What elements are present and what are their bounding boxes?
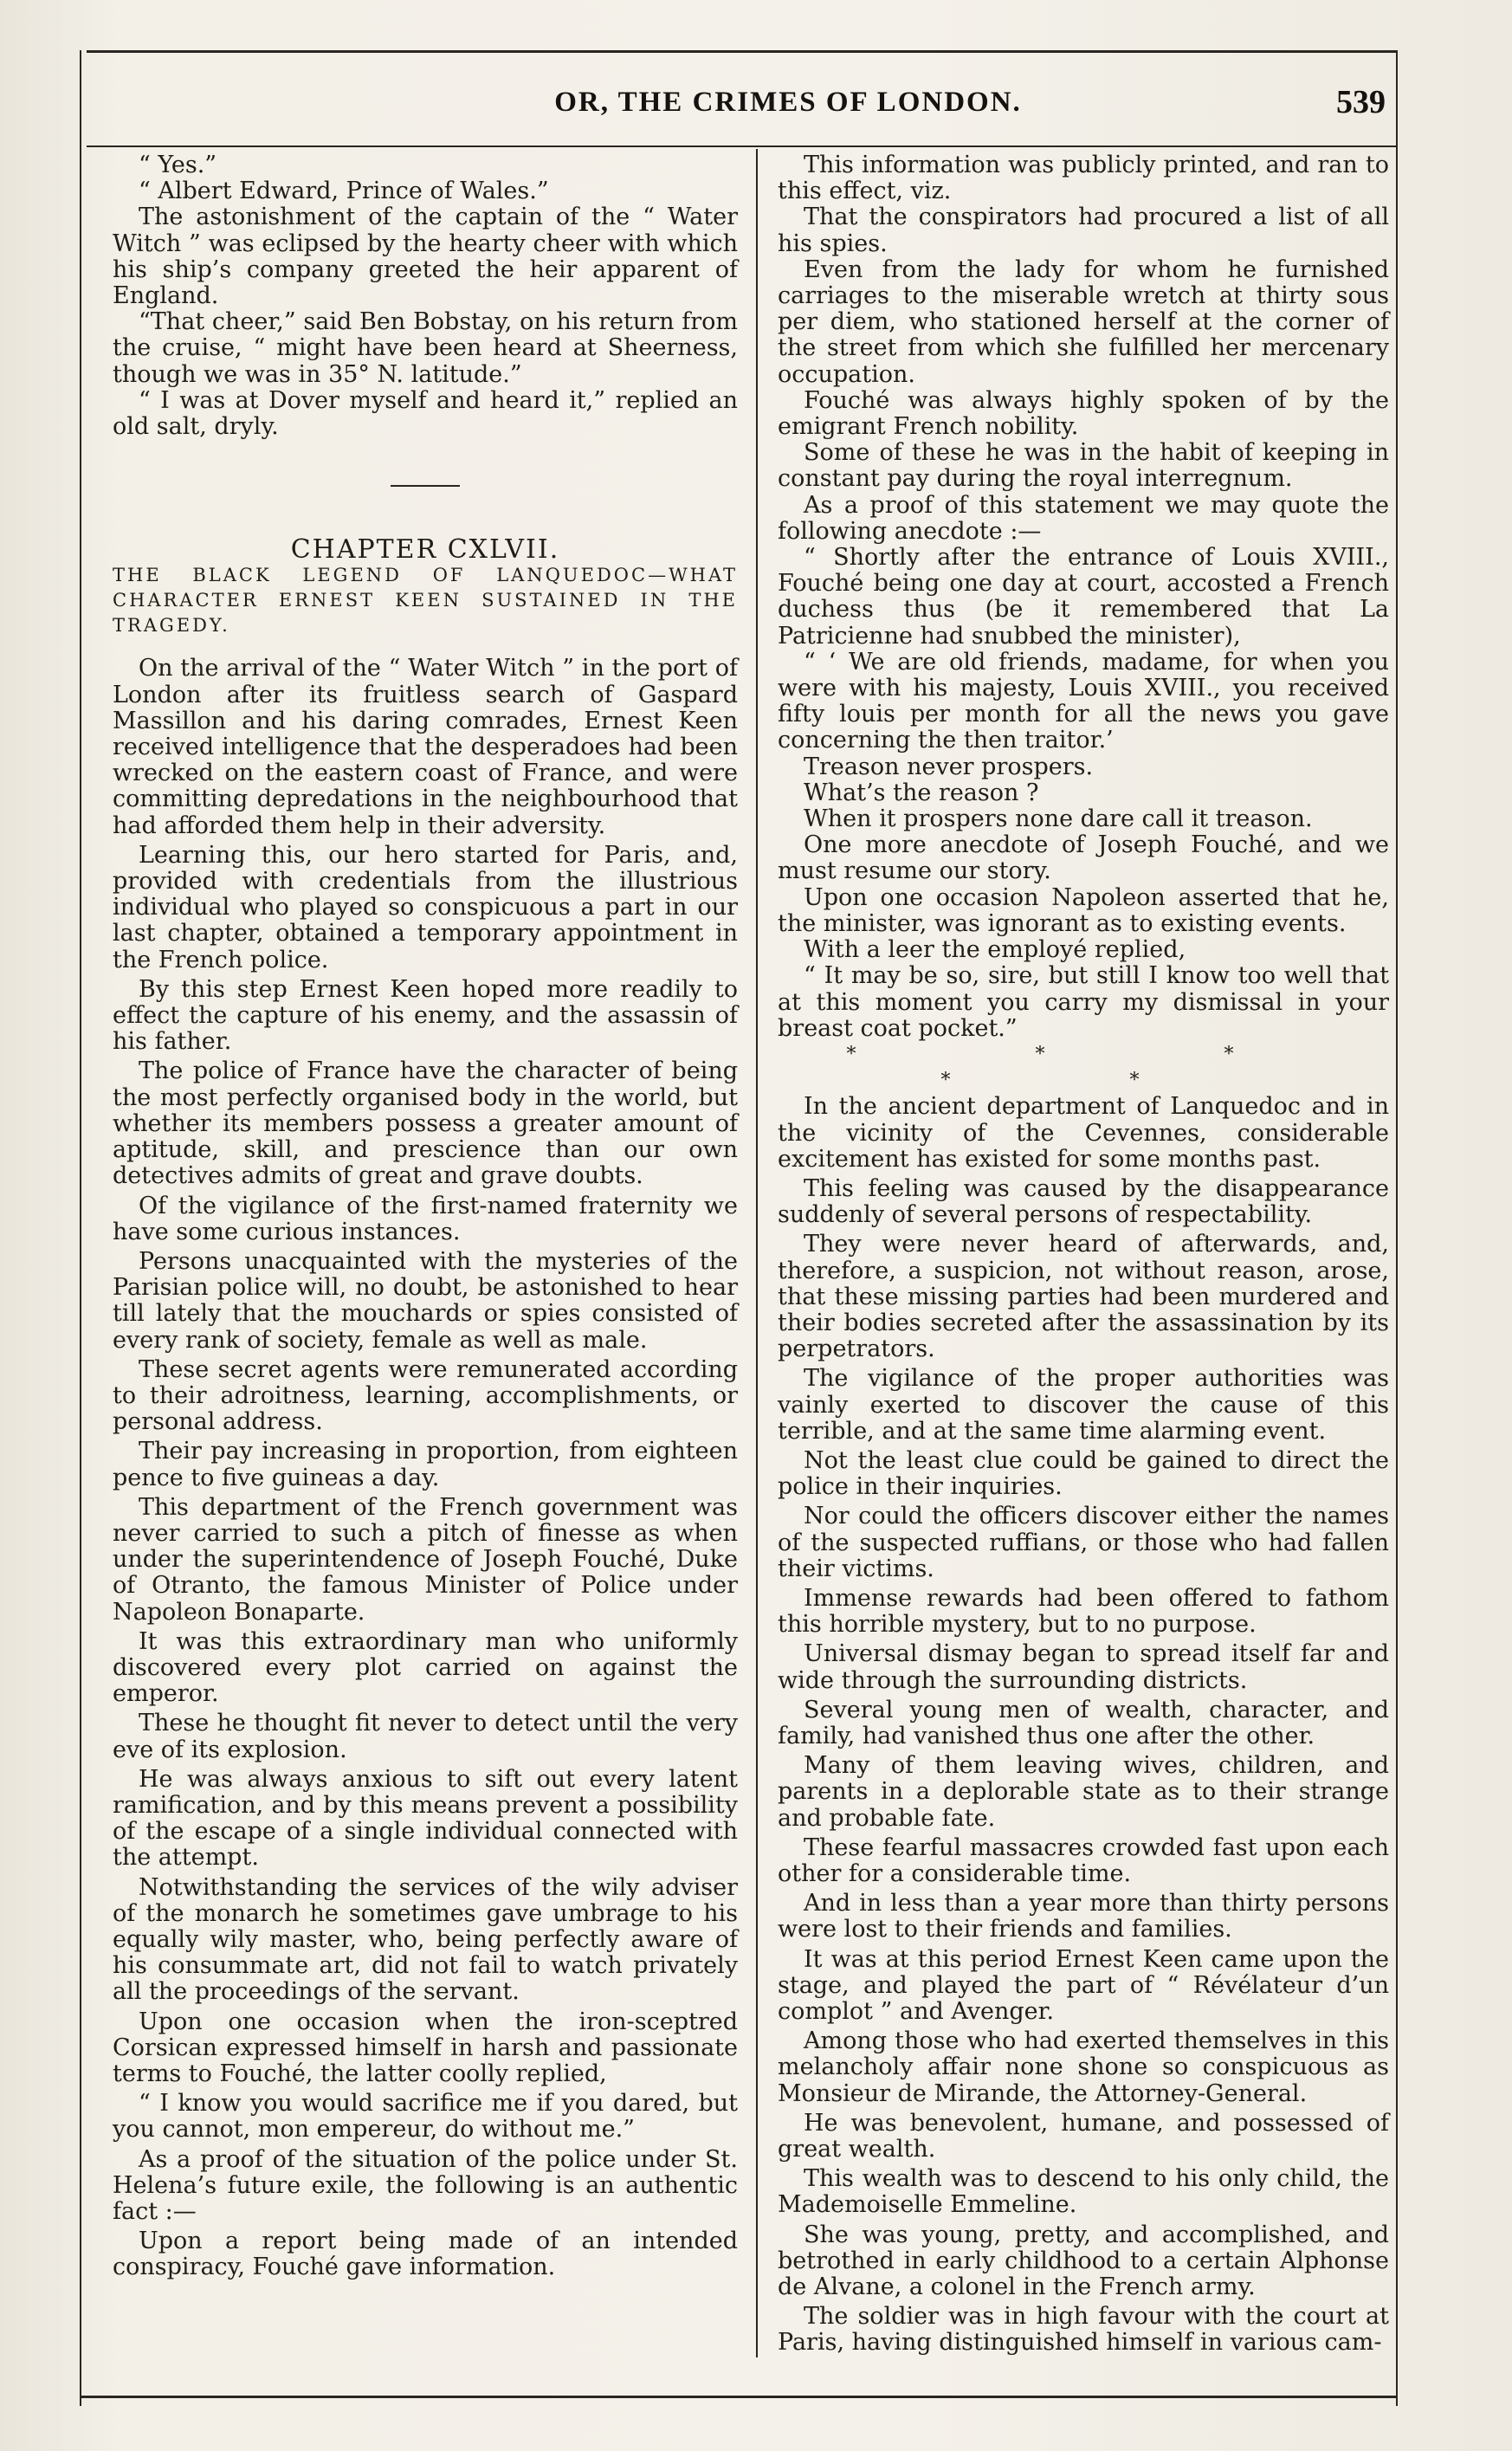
- paragraph: Of the vigilance of the first-named fraternity we have some curious instances.: [113, 1192, 738, 1245]
- paragraph: One more anecdote of Joseph Fouché, and we must resume our story.: [778, 831, 1389, 885]
- paragraph: These fearful massacres crowded fast upon each other for a considerable time.: [778, 1833, 1389, 1887]
- section-divider-rule: [391, 485, 460, 487]
- paragraph: Many of them leaving wives, children, and parents in a deplorable state as to their strange and probable fate.: [778, 1752, 1389, 1832]
- running-title: OR, THE CRIMES OF LONDON.: [554, 87, 1022, 118]
- paragraph: Persons unacquainted with the mysteries of the Parisian police will, no doubt, be astonished to hear till lately that the mouchards or spies consisted of every rank of society, female as well as male.: [113, 1247, 738, 1354]
- paragraph: When it prospers none dare call it treason.: [804, 805, 1313, 833]
- chapter-subtitle: THE BLACK LEGEND OF LANQUEDOC—WHAT CHARACTER ERNEST KEEN SUSTAINED IN THE TRAGEDY.: [113, 565, 738, 637]
- paragraph: In the ancient department of Lanquedoc and in the vicinity of the Cevennes, considerable excitement has existed for some months past.: [778, 1093, 1389, 1173]
- paragraph: Several young men of wealth, character, and family, had vanished thus one after the other.: [778, 1696, 1389, 1749]
- paragraph: Among those who had exerted themselves in this melancholy affair none shone so conspicuous as Monsieur de Mirande, the Attorney-General.: [778, 2027, 1389, 2107]
- paragraph: “ Shortly after the entrance of Louis XVIII., Fouché being one day at court, accosted a French duchess thus (be it remembered that La Patricienne had snubbed the minister),: [778, 544, 1389, 650]
- section-stars: * * * * *: [846, 1043, 1321, 1092]
- paragraph: “ Albert Edward, Prince of Wales.”: [139, 178, 549, 205]
- paragraph: The police of France have the character of being the most perfectly organised body in the world, but whether its members possess a greater amount of aptitude, skill, and prescience than our own detectives admits of great and grave doubts.: [113, 1057, 738, 1190]
- paragraph: It was this extraordinary man who uniformly discovered every plot carried on against the emperor.: [113, 1627, 738, 1708]
- paragraph: Treason never prospers.: [804, 753, 1094, 780]
- paragraph: Their pay increasing in proportion, from eighteen pence to five guineas a day.: [113, 1438, 738, 1491]
- paragraph: He was benevolent, humane, and possessed of great wealth.: [778, 2109, 1389, 2163]
- paragraph: Notwithstanding the services of the wily adviser of the monarch he sometimes gave umbrage to his equally wily master, who, being perfectly aware of his consummate art, did not fail to watch privately all the proceedings of the servant.: [113, 1873, 738, 2006]
- left-frame-line: [80, 50, 81, 2406]
- paragraph: Fouché was always highly spoken of by the emigrant French nobility.: [778, 386, 1389, 441]
- top-rule: [87, 50, 1398, 53]
- paragraph: “ I know you would sacrifice me if you dared, but you cannot, mon empereur, do without me.”: [113, 2090, 738, 2144]
- paragraph: This department of the French government was never carried to such a pitch of finesse as when under the superintendence of Joseph Fouché, Duke of Otranto, the famous Minister of Police under Napoleon Bonaparte.: [113, 1493, 738, 1626]
- paragraph: Learning this, our hero started for Paris, and, provided with credentials from the illustrious individual who played so conspicuous a part in our last chapter, obtained a temporary appointment in the French police.: [113, 841, 738, 973]
- left-top-paragraphs: [113, 152, 738, 440]
- paragraph: Some of these he was in the habit of keeping in constant pay during the royal interregnum.: [778, 439, 1389, 493]
- bottom-rule: [80, 2396, 1396, 2398]
- paragraph: That the conspirators had procured a list of all his spies.: [778, 204, 1389, 257]
- right-paragraphs-second: [778, 1094, 1389, 2356]
- right-column: [778, 152, 1389, 2357]
- left-column: [113, 152, 738, 2281]
- paragraph: This information was publicly printed, and ran to this effect, viz.: [778, 152, 1389, 205]
- header-rule: [87, 146, 1398, 147]
- paragraph: “That cheer,” said Ben Bobstay, on his return from the cruise, “ might have been heard at Sheerness, though we was in 35° N. latitude.”: [113, 308, 738, 388]
- left-body-paragraphs: [113, 656, 738, 2280]
- paragraph: This feeling was caused by the disappearance suddenly of several persons of respectability.: [778, 1174, 1389, 1229]
- paragraph: These he thought fit never to detect until the very eve of its explosion.: [113, 1710, 738, 1763]
- chapter-title: CHAPTER CXLVII.: [290, 534, 560, 566]
- paragraph: These secret agents were remunerated according to their adroitness, learning, accomplishments, or personal address.: [113, 1355, 738, 1436]
- paragraph: This wealth was to descend to his only child, the Mademoiselle Emmeline.: [778, 2165, 1389, 2219]
- paragraph: Upon one occasion Napoleon asserted that he, the minister, was ignorant as to existing events.: [778, 883, 1389, 937]
- paragraph: “ ‘ We are old friends, madame, for when you were with his majesty, Louis XVIII., you received fifty louis per month for all the news you gave concerning the then traitor.’: [778, 648, 1389, 754]
- paragraph: “ I was at Dover myself and heard it,” replied an old salt, dryly.: [113, 386, 738, 441]
- paragraph: And in less than a year more than thirty persons were lost to their friends and families.: [778, 1890, 1389, 1943]
- paragraph: Nor could the officers discover either the names of the suspected ruffians, or those who had fallen their victims.: [778, 1503, 1389, 1582]
- paragraph: Immense rewards had been offered to fathom this horrible mystery, but to no purpose.: [778, 1584, 1389, 1639]
- paragraph: With a leer the employé replied,: [804, 936, 1186, 964]
- paragraph: As a proof of this statement we may quote the following anecdote :—: [778, 491, 1389, 545]
- paragraph: As a proof of the situation of the police under St. Helena’s future exile, the following is an authentic fact :—: [113, 2145, 738, 2226]
- paragraph: Upon one occasion when the iron-sceptred Corsican expressed himself in harsh and passionate terms to Fouché, the latter coolly replied,: [113, 2008, 738, 2087]
- paragraph: “ It may be so, sire, but still I know too well that at this moment you carry my dismissal in your breast coat pocket.”: [778, 962, 1389, 1042]
- paragraph: By this step Ernest Keen hoped more readily to effect the capture of his enemy, and the assassin of his father.: [113, 975, 738, 1056]
- paragraph: The soldier was in high favour with the court at Paris, having distinguished himself in various cam-: [778, 2303, 1389, 2357]
- paragraph: Even from the lady for whom he furnished carriages to the miserable wretch at thirty sous per diem, who stationed herself at the corner of the street from which she fulfilled her mercenary occupation.: [778, 255, 1389, 388]
- paragraph: What’s the reason ?: [804, 779, 1039, 806]
- paragraph: Upon a report being made of an intended conspiracy, Fouché gave information.: [113, 2228, 738, 2281]
- paragraph: “ Yes.”: [139, 152, 217, 178]
- paragraph: Universal dismay began to spread itself far and wide through the surrounding districts.: [778, 1640, 1389, 1694]
- paragraph: It was at this period Ernest Keen came upon the stage, and played the part of “ Révélateur d’un complot ” and Avenger.: [778, 1945, 1389, 2026]
- paragraph: She was young, pretty, and accomplished, and betrothed in early childhood to a certain Alphonse de Alvane, a colonel in the French army.: [778, 2221, 1389, 2301]
- right-paragraphs-first: [778, 152, 1389, 1042]
- paragraph: The astonishment of the captain of the “ Water Witch ” was eclipsed by the hearty cheer with which his ship’s company greeted the heir apparent of England.: [113, 204, 738, 310]
- paragraph: He was always anxious to sift out every latent ramification, and by this means prevent a possibility of the escape of a single individual connected with the attempt.: [113, 1765, 738, 1872]
- paragraph: They were never heard of afterwards, and, therefore, a suspicion, not without reason, arose, that these missing parties had been murdered and their bodies secreted after the assassination by its perpetrators.: [778, 1231, 1389, 1363]
- paragraph: Not the least clue could be gained to direct the police in their inquiries.: [778, 1446, 1389, 1501]
- column-divider: [756, 149, 758, 2357]
- right-frame-line: [1396, 50, 1398, 2406]
- paragraph: On the arrival of the “ Water Witch ” in the port of London after its fruitless search of Gaspard Massillon and his daring comrades, Ernest Keen received intelligence that the desperadoes had been wrecked on the eastern coast of France, and were committing depredations in the neighbourhood that had afforded them help in their adversity.: [113, 655, 738, 839]
- page-number: 539: [1336, 84, 1386, 120]
- paragraph: The vigilance of the proper authorities was vainly exerted to discover the cause of this terrible, and at the same time alarming event.: [778, 1365, 1389, 1445]
